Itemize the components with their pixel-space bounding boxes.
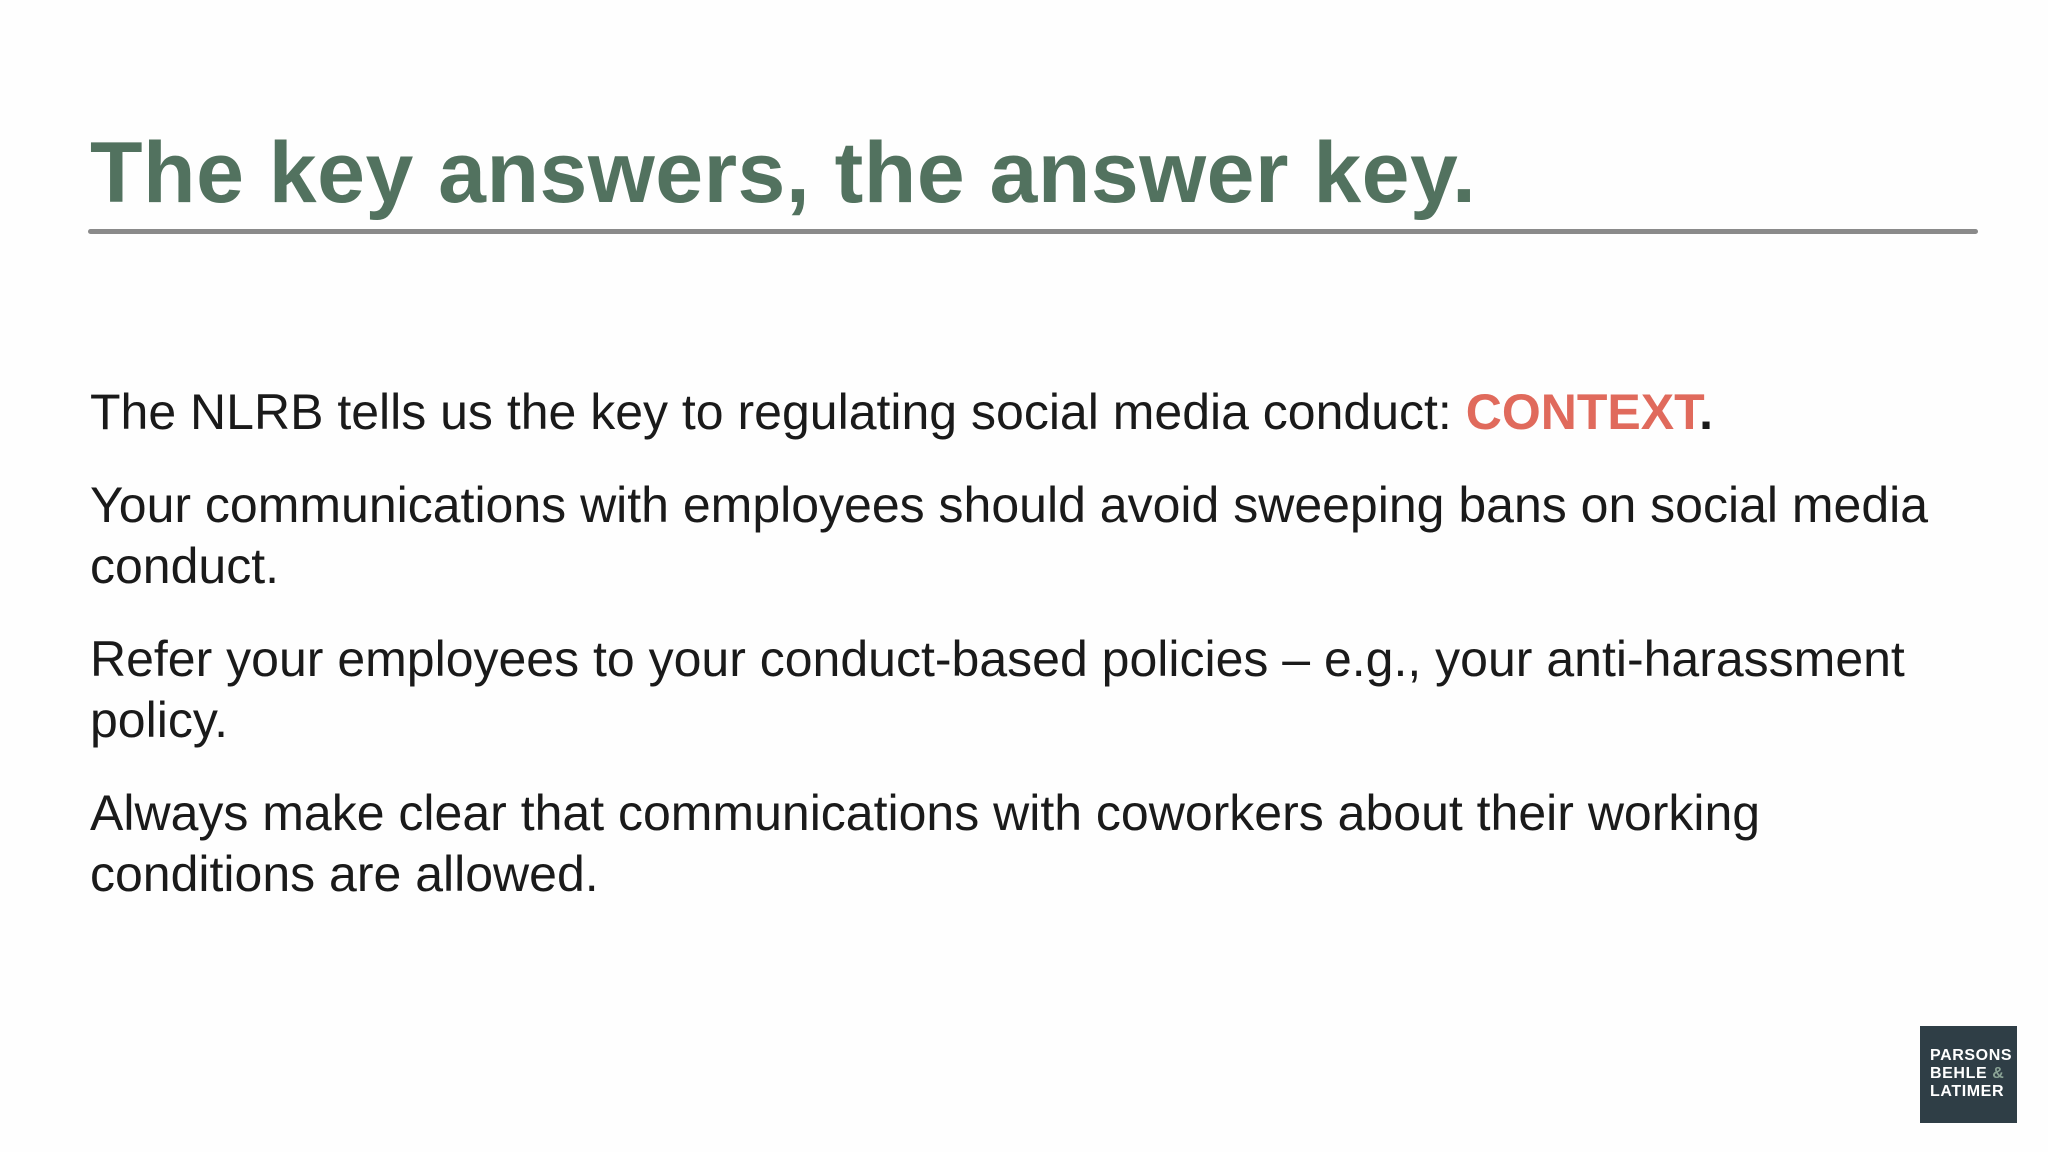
paragraph-avoid-bans: Your communications with employees should avoid sweeping bans on social media conduct. xyxy=(90,477,1929,594)
paragraph-conduct-policies: Refer your employees to your conduct-based policies – e.g., your anti-harassment policy. xyxy=(90,631,1905,748)
logo-line-behle xyxy=(1930,1065,2017,1083)
logo-behle-text: BEHLE xyxy=(1930,1065,1988,1082)
logo-line-parsons: PARSONS xyxy=(1930,1047,2013,1064)
paragraph-context xyxy=(90,382,1950,443)
slide-body xyxy=(90,382,1950,937)
context-period: . xyxy=(1699,384,1713,440)
paragraph-working-conditions: Always make clear that communications with coworkers about their working conditions are allowed. xyxy=(90,785,1761,902)
logo-line-latimer: LATIMER xyxy=(1930,1083,2005,1100)
paragraph-context-text: The NLRB tells us the key to regulating social media conduct: xyxy=(90,384,1466,440)
title-divider xyxy=(88,229,1978,234)
slide-title: The key answers, the answer key. xyxy=(90,125,1477,221)
logo-ampersand: & xyxy=(1992,1065,2005,1082)
context-highlight: CONTEXT xyxy=(1465,384,1700,440)
firm-logo xyxy=(1920,1026,2017,1123)
